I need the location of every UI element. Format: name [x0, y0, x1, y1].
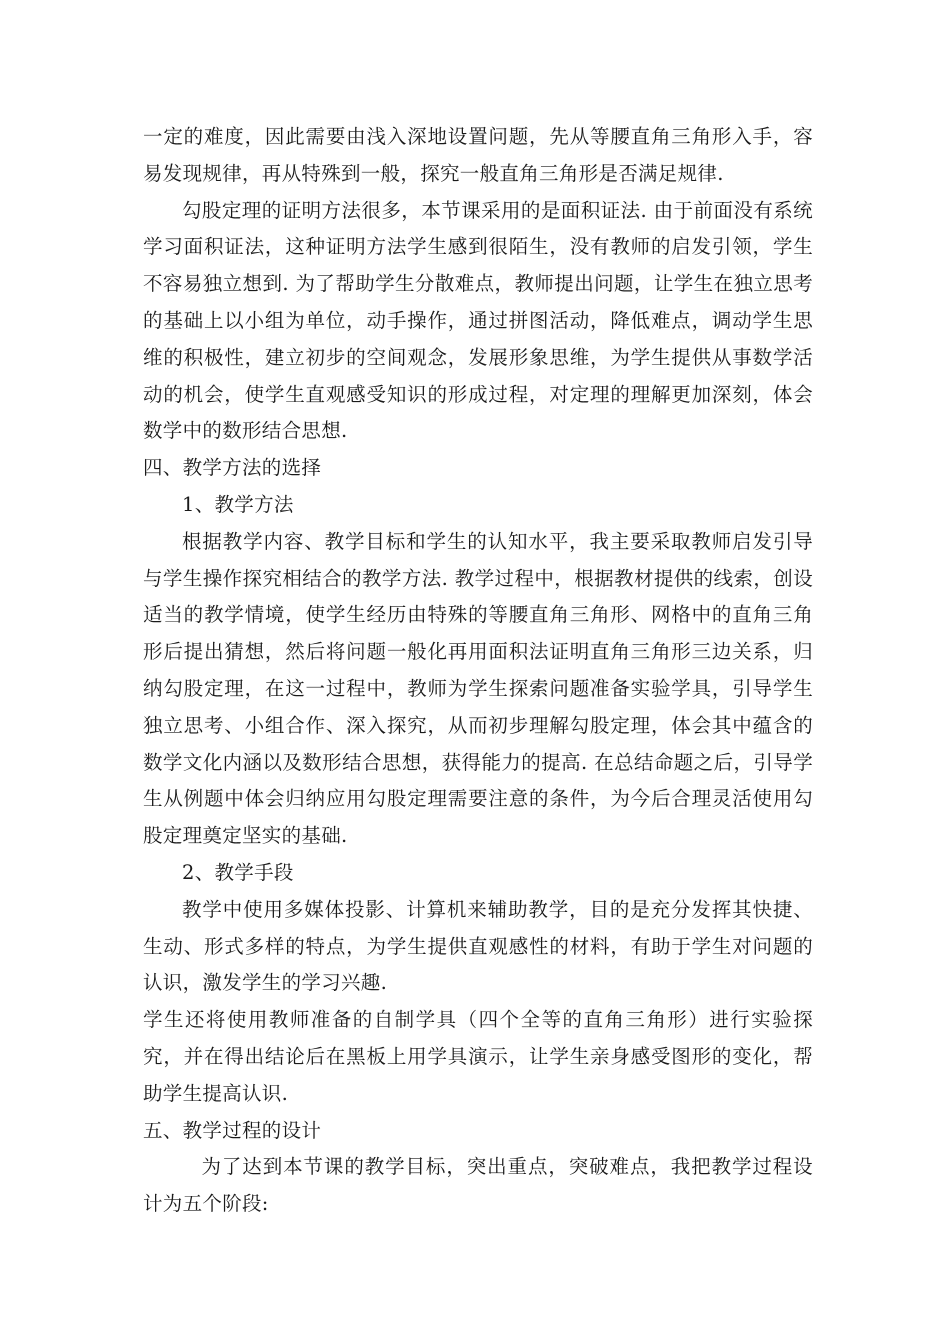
paragraph-continuation: 一定的难度，因此需要由浅入深地设置问题，先从等腰直角三角形入手，容易发现规律，再从特殊到一般，探究一般直角三角形是否满足规律. [143, 125, 813, 185]
section-heading-teaching-method: 四、教学方法的选择 [143, 456, 322, 480]
subheading-teaching-means: 2、教学手段 [182, 860, 294, 884]
document-body [143, 119, 813, 1223]
subheading-teaching-method: 1、教学方法 [182, 492, 294, 516]
paragraph-multimedia: 教学中使用多媒体投影、计算机来辅助教学，目的是充分发挥其快捷、生动、形式多样的特点，为学生提供直观感性的材料，有助于学生对问题的认识，激发学生的学习兴趣. [143, 897, 813, 995]
section-heading-process-design: 五、教学过程的设计 [143, 1118, 322, 1142]
paragraph-proof-method: 勾股定理的证明方法很多，本节课采用的是面积证法. 由于前面没有系统学习面积证法，这种证明方法学生感到很陌生，没有教师的启发引领，学生不容易独立想到. 为了帮助学生分散难点，教师提出问题，让学生在独立思考的基础上以小组为单位，动手操作，通过拼图活动，降低难点，调动学生思维的积极性，建立初步的空间观念，发展形象思维，为学生提供从事数学活动的机会，使学生直观感受知识的形成过程，对定理的理解更加深刻，体会数学中的数形结合思想. [143, 198, 813, 443]
paragraph-teaching-method: 根据教学内容、教学目标和学生的认知水平，我主要采取教师启发引导与学生操作探究相结合的教学方法. 教学过程中，根据教材提供的线索，创设适当的教学情境，使学生经历由特殊的等腰直角三角形、网格中的直角三角形后提出猜想，然后将问题一般化再用面积法证明直角三角形三边关系，归纳勾股定理，在这一过程中，教师为学生探索问题准备实验学具，引导学生独立思考、小组合作、深入探究，从而初步理解勾股定理，体会其中蕴含的数学文化内涵以及数形结合思想，获得能力的提高. 在总结命题之后，引导学生从例题中体会归纳应用勾股定理需要注意的条件，为今后合理灵活使用勾股定理奠定坚实的基础. [143, 529, 813, 848]
paragraph-five-stages: 为了达到本节课的教学目标，突出重点，突破难点，我把教学过程设计为五个阶段: [143, 1155, 813, 1216]
paragraph-learning-tools: 学生还将使用教师准备的自制学具（四个全等的直角三角形）进行实验探究，并在得出结论后在黑板上用学具演示，让学生亲身感受图形的变化，帮助学生提高认识. [143, 1008, 813, 1105]
